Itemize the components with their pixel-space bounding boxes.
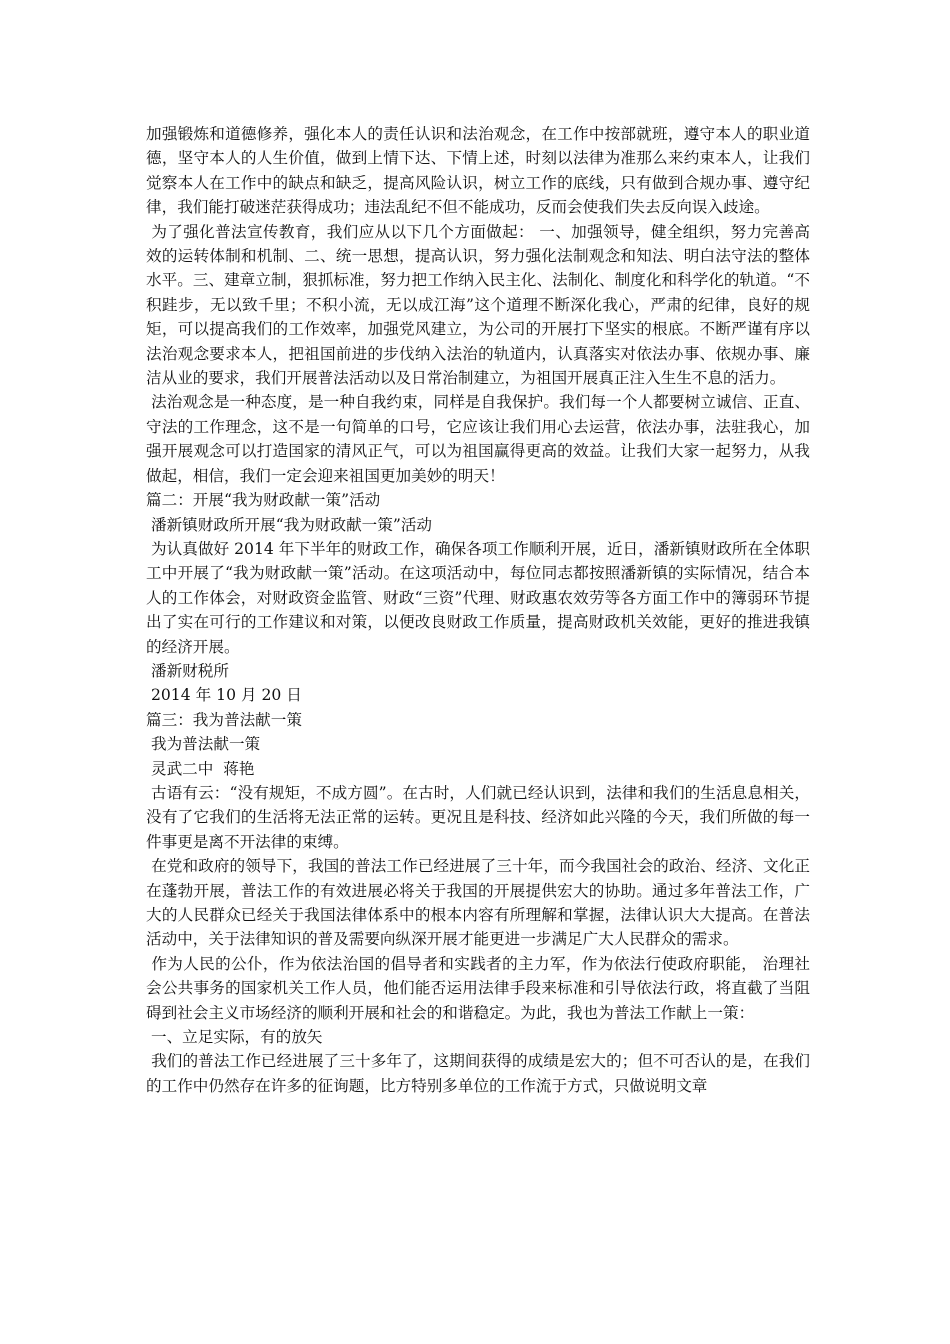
paragraph-3: 法治观念是一种态度，是一种自我约束，同样是自我保护。我们每一个人都要树立诚信、正直、守法的工作理念，这不是一句简单的口号，它应该让我们用心去运营，依法办事，法驻我心，加强开展观念可以打造国家的清风正气，可以为祖国赢得更高的效益。让我们大家一起努力，从我做起，相信，我们一定会迎来祖国更加美妙的明天！ (146, 393, 810, 485)
author-line: 灵武二中 蒋艳 (146, 759, 255, 778)
signature-org: 潘新财税所 (146, 661, 229, 680)
signature-date: 2014 年 10 月 20 日 (146, 686, 302, 705)
document-body (146, 122, 810, 1098)
article-title-3: 我为普法献一策 (146, 735, 261, 754)
paragraph-6: 在党和政府的领导下，我国的普法工作已经进展了三十年，而今我国社会的政治、经济、文化正在蓬勃开展，普法工作的有效进展必将关于我国的开展提供宏大的协助。通过多年普法工作，广大的人民群众已经关于我国法律体系中的根本内容有所理解和掌握，法律认识大大提高。在普法活动中，关于法律知识的普及需要向纵深开展才能更进一步满足广大人民群众的需求。 (146, 857, 810, 949)
article-title-2: 潘新镇财政所开展“我为财政献一策”活动 (146, 515, 433, 534)
paragraph-5: 古语有云：“没有规矩，不成方圆”。在古时，人们就已经认识到，法律和我们的生活息息相关，没有了它我们的生活将无法正常的运转。更况且是科技、经济如此兴隆的今天，我们所做的每一件事更是离不开法律的束缚。 (146, 783, 810, 851)
paragraph-8: 我们的普法工作已经进展了三十多年了，这期间获得的成绩是宏大的；但不可否认的是，在我们的工作中仍然存在许多的征询题，比方特别多单位的工作流于方式，只做说明文章 (146, 1052, 810, 1095)
paragraph-4: 为认真做好 2014 年下半年的财政工作，确保各项工作顺利开展，近日，潘新镇财政所在全体职工中开展了“我为财政献一策”活动。在这项活动中，每位同志都按照潘新镇的实际情况，结合本人的工作体会，对财政资金监管、财政“三资”代理、财政惠农效劳等各方面工作中的簿弱环节提出了实在可行的工作建议和对策，以便改良财政工作质量，提高财政机关效能，更好的推进我镇的经济开展。 (146, 539, 810, 656)
section-heading-2: 篇二：开展“我为财政献一策”活动 (146, 491, 381, 510)
paragraph-1: 加强锻炼和道德修养，强化本人的责任认识和法治观念，在工作中按部就班，遵守本人的职业道德，坚守本人的人生价值，做到上情下达、下情上述，时刻以法律为准那么来约束本人，让我们觉察本人在工作中的缺点和缺乏，提高风险认识，树立工作的底线，只有做到合规办事、遵守纪律，我们能打破迷茫获得成功；违法乱纪不但不能成功，反而会使我们失去反向误入歧途。 (146, 125, 810, 217)
paragraph-7: 作为人民的公仆，作为依法治国的倡导者和实践者的主力军，作为依法行使政府职能， 治理社会公共事务的国家机关工作人员，他们能否运用法律手段来标准和引导依法行政，将直截了当阻碍到社会主义市场经济的顺利开展和社会的和谐稳定。为此，我也为普法工作献上一策： (146, 954, 810, 1022)
subheading-1: 一、立足实际，有的放矢 (146, 1028, 323, 1047)
paragraph-2: 为了强化普法宣传教育，我们应从以下几个方面做起： 一、加强领导，健全组织，努力完善高效的运转体制和机制、二、统一思想，提高认识，努力强化法制观念和知法、明白法守法的整体水平。三、建章立制，狠抓标准，努力把工作纳入民主化、法制化、制度化和科学化的轨道。“不积跬步，无以致千里；不积小流，无以成江海”这个道理不断深化我心，严肃的纪律，良好的规矩，可以提高我们的工作效率，加强党风建立，为公司的开展打下坚实的根底。不断严谨有序以法治观念要求本人，把祖国前进的步伐纳入法治的轨道内，认真落实对依法办事、依规办事、廉洁从业的要求，我们开展普法活动以及日常治制建立，为祖国开展真正注入生生不息的活力。 (146, 222, 810, 388)
section-heading-3: 篇三：我为普法献一策 (146, 710, 302, 729)
